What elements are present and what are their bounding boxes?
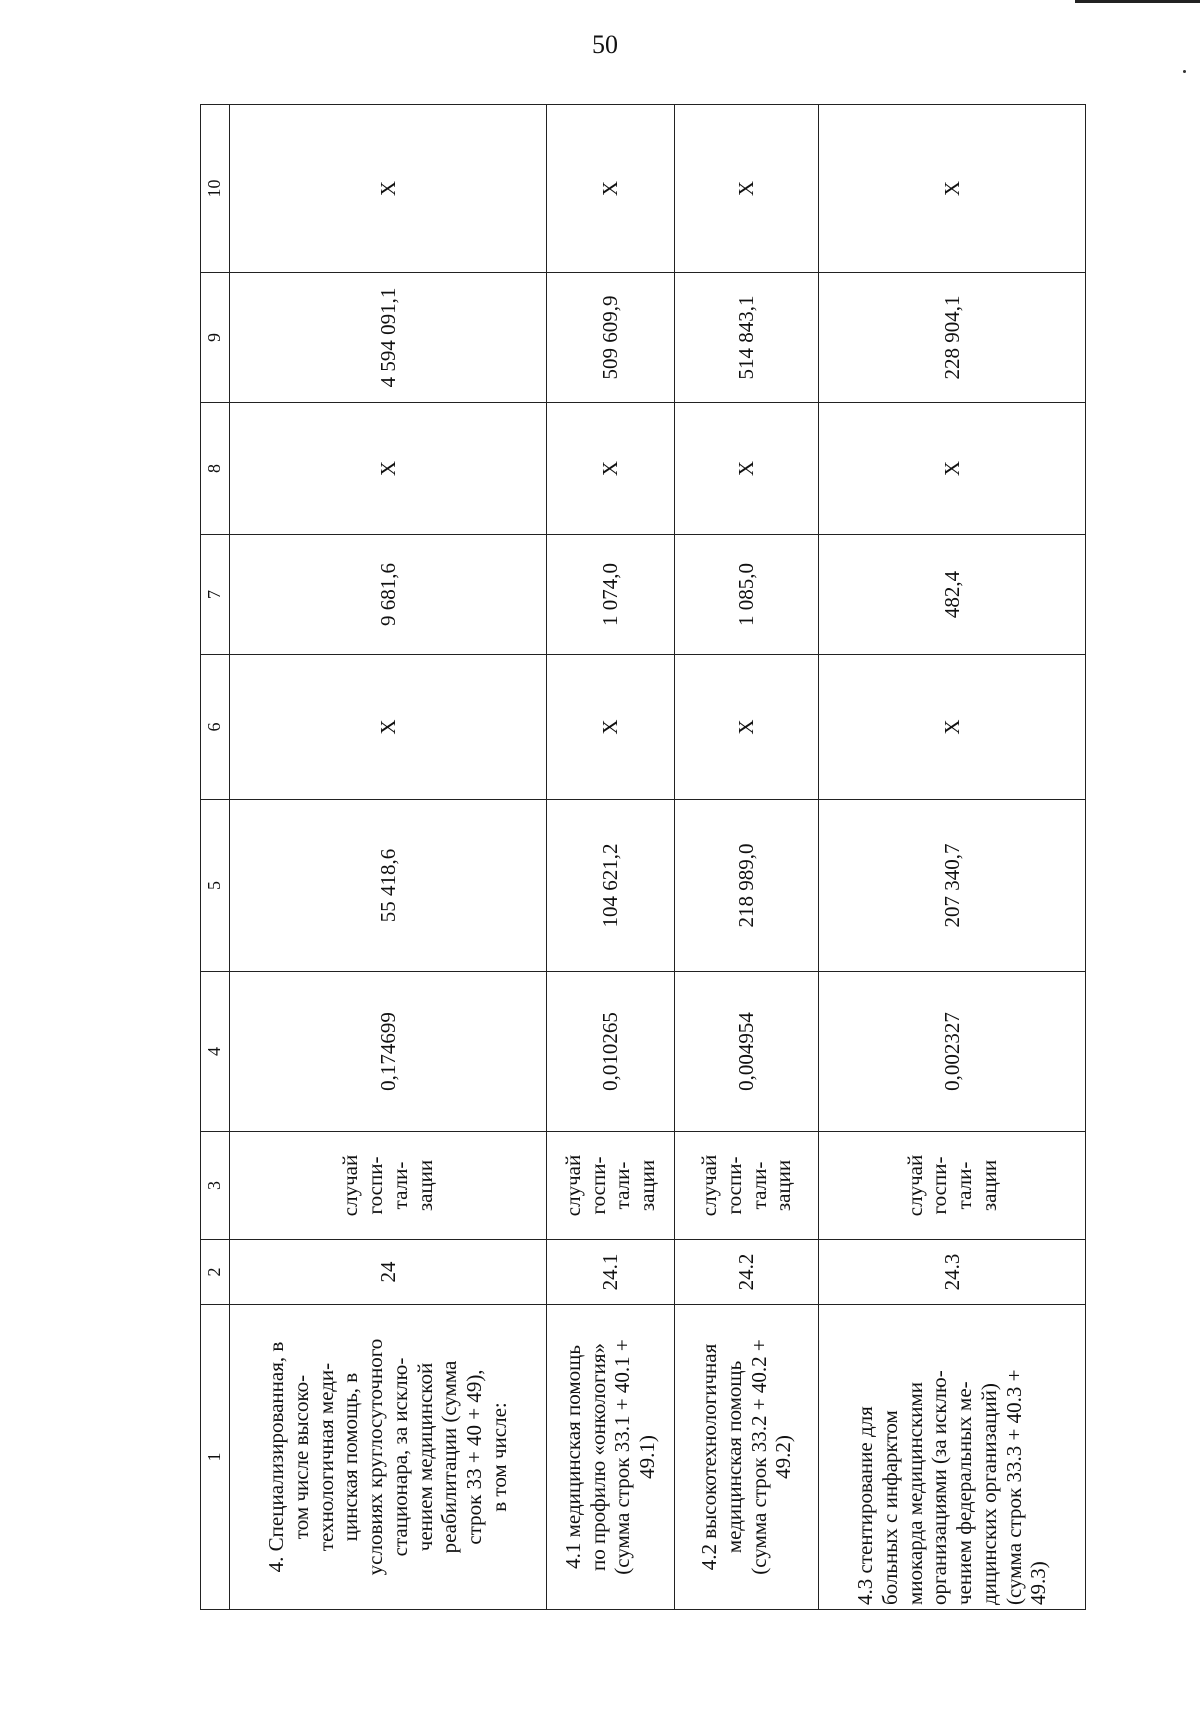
unit-line: случай <box>560 1154 585 1217</box>
name-line: миокарда медицинскими <box>902 1382 927 1605</box>
top-edge-rule <box>1075 0 1200 3</box>
scan-speck <box>1183 70 1186 73</box>
name-line: реабилитации (сумма <box>437 1360 462 1554</box>
unit-cell <box>230 1132 547 1240</box>
value-cell-8: X <box>819 403 1086 535</box>
header-cell-4: 4 <box>201 972 230 1132</box>
line-number-cell: 24.3 <box>819 1240 1086 1305</box>
name-line: строк 33 + 40 + 49), <box>462 1369 487 1545</box>
unit-line: госпи- <box>721 1156 746 1215</box>
name-line: в том числе: <box>486 1402 511 1512</box>
line-number-cell: 24.2 <box>675 1240 819 1305</box>
header-cell-5: 5 <box>201 800 230 972</box>
value-cell-5: 218 989,0 <box>675 800 819 972</box>
value-cell-4: 0,010265 <box>546 972 674 1132</box>
name-line: цинская помощь, в <box>338 1372 363 1542</box>
line-number-cell: 24 <box>230 1240 547 1305</box>
name-line: 4.1 медицинская помощь <box>560 1345 585 1569</box>
value-cell-6: X <box>819 655 1086 800</box>
unit-line: тали- <box>610 1161 635 1210</box>
row-name-cell <box>819 1305 1086 1610</box>
unit-line: зации <box>771 1159 796 1212</box>
unit-line: случай <box>697 1154 722 1217</box>
value-cell-7: 1 085,0 <box>675 535 819 655</box>
rotated-table-container <box>200 105 1086 1610</box>
data-table <box>200 104 1086 1610</box>
name-line: том числе высоко- <box>288 1374 313 1540</box>
row-name-cell <box>546 1305 674 1610</box>
table-row <box>546 105 674 1610</box>
value-cell-5: 207 340,7 <box>819 800 1086 972</box>
unit-cell <box>819 1132 1086 1240</box>
header-cell-1: 1 <box>201 1305 230 1610</box>
unit-line: госпи- <box>363 1156 388 1215</box>
value-cell-6: X <box>546 655 674 800</box>
unit-line: зации <box>412 1159 437 1212</box>
name-line: (сумма строк 33.1 + 40.1 + <box>610 1339 635 1575</box>
name-line: 49.3) <box>1026 1561 1051 1605</box>
name-line: технологичная меди- <box>313 1362 338 1552</box>
value-cell-10: X <box>675 105 819 273</box>
value-cell-6: X <box>675 655 819 800</box>
unit-line: госпи- <box>927 1156 952 1215</box>
page-number: 50 <box>592 30 618 59</box>
header-cell-10: 10 <box>201 105 230 273</box>
name-line: 49.2) <box>771 1435 796 1479</box>
unit-cell <box>546 1132 674 1240</box>
row-name-cell <box>230 1305 547 1610</box>
header-cell-9: 9 <box>201 273 230 403</box>
value-cell-5: 55 418,6 <box>230 800 547 972</box>
unit-line: госпи- <box>585 1156 610 1215</box>
name-line: 4. Специализированная, в <box>264 1341 289 1573</box>
name-line: больных с инфарктом <box>877 1410 902 1605</box>
value-cell-8: X <box>230 403 547 535</box>
header-cell-6: 6 <box>201 655 230 800</box>
value-cell-7: 482,4 <box>819 535 1086 655</box>
unit-line: тали- <box>746 1161 771 1210</box>
name-line: (сумма строк 33.2 + 40.2 + <box>746 1339 771 1575</box>
value-cell-5: 104 621,2 <box>546 800 674 972</box>
header-cell-2: 2 <box>201 1240 230 1305</box>
header-cell-7: 7 <box>201 535 230 655</box>
table-row <box>819 105 1086 1610</box>
name-line: 4.3 стентирование для <box>853 1406 878 1605</box>
unit-line: случай <box>902 1154 927 1217</box>
value-cell-7: 9 681,6 <box>230 535 547 655</box>
unit-line: тали- <box>387 1161 412 1210</box>
name-line: 4.2 высокотехнологичная <box>697 1343 722 1571</box>
row-name-cell <box>675 1305 819 1610</box>
value-cell-6: X <box>230 655 547 800</box>
name-line: стационара, за исклю- <box>387 1357 412 1557</box>
value-cell-9: 514 843,1 <box>675 273 819 403</box>
value-cell-9: 4 594 091,1 <box>230 273 547 403</box>
column-number-row <box>201 105 230 1610</box>
header-cell-8: 8 <box>201 403 230 535</box>
name-line: организациями (за исклю- <box>927 1370 952 1605</box>
value-cell-10: X <box>819 105 1086 273</box>
value-cell-9: 509 609,9 <box>546 273 674 403</box>
unit-cell <box>675 1132 819 1240</box>
unit-line: зации <box>635 1159 660 1212</box>
table-row <box>230 105 547 1610</box>
value-cell-8: X <box>675 403 819 535</box>
table-row <box>675 105 819 1610</box>
name-line: чением медицинской <box>412 1362 437 1552</box>
name-line: чением федеральных ме- <box>952 1381 977 1605</box>
value-cell-4: 0,002327 <box>819 972 1086 1132</box>
unit-line: случай <box>338 1154 363 1217</box>
value-cell-9: 228 904,1 <box>819 273 1086 403</box>
name-line: по профилю «онкология» <box>585 1342 610 1572</box>
unit-line: зации <box>976 1159 1001 1212</box>
value-cell-10: X <box>546 105 674 273</box>
value-cell-7: 1 074,0 <box>546 535 674 655</box>
unit-line: тали- <box>952 1161 977 1210</box>
value-cell-10: X <box>230 105 547 273</box>
name-line: (сумма строк 33.3 + 40.3 + <box>1001 1369 1026 1605</box>
line-number-cell: 24.1 <box>546 1240 674 1305</box>
name-line: дицинских организаций) <box>976 1383 1001 1605</box>
name-line: условиях круглосуточного <box>363 1338 388 1576</box>
value-cell-8: X <box>546 403 674 535</box>
value-cell-4: 0,004954 <box>675 972 819 1132</box>
header-cell-3: 3 <box>201 1132 230 1240</box>
value-cell-4: 0,174699 <box>230 972 547 1132</box>
name-line: 49.1) <box>635 1435 660 1479</box>
name-line: медицинская помощь <box>721 1360 746 1554</box>
